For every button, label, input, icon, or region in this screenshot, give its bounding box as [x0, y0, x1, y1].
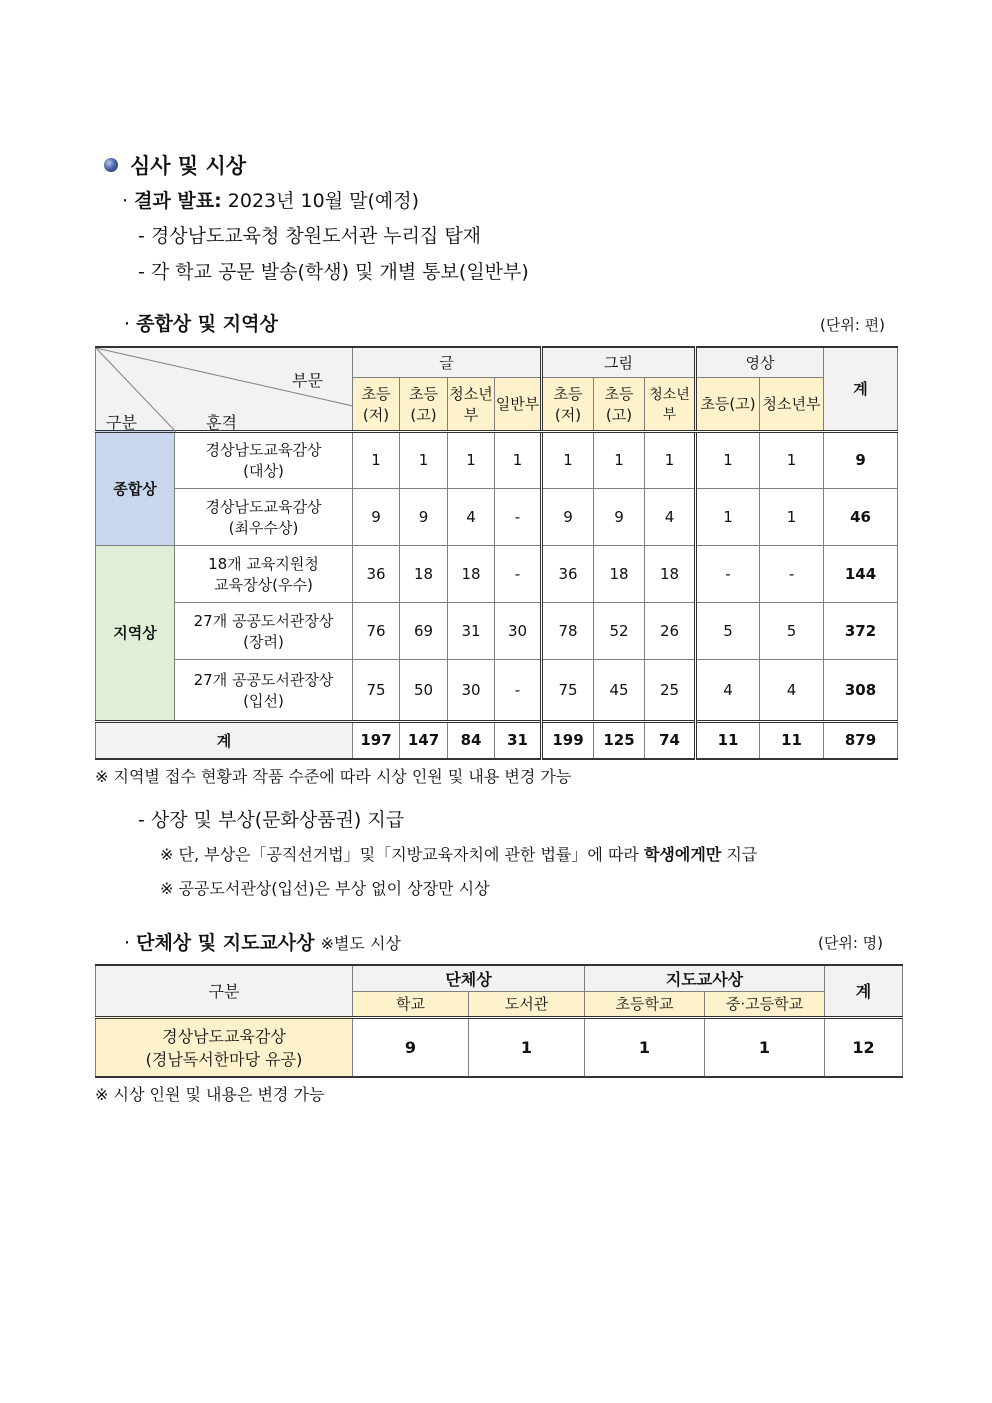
total-header: 계 [824, 347, 898, 431]
result-sub-2: - 각 학교 공문 발송(학생) 및 개별 통보(일반부) [138, 261, 529, 283]
value-cell: 1 [760, 488, 824, 545]
value-cell: 4 [760, 659, 824, 721]
value-cell: 4 [448, 488, 495, 545]
prize-note-2: ※ 공공도서관상(입선)은 부상 없이 상장만 시상 [160, 879, 490, 898]
value-cell: - [495, 659, 542, 721]
value-cell: 9 [400, 488, 448, 545]
section-title: 심사 및 시상 [104, 150, 246, 180]
value-cell: 78 [542, 602, 594, 659]
group-header-group-award: 단체상 [353, 965, 585, 991]
value-cell: 31 [448, 602, 495, 659]
total-cell: 9 [824, 431, 898, 488]
total-cell: 372 [824, 602, 898, 659]
value-cell: 9 [542, 488, 594, 545]
table-row [96, 545, 898, 602]
corner-header [96, 347, 353, 431]
value-cell: 76 [353, 602, 400, 659]
sub-header: 중·고등학교 [705, 991, 825, 1017]
bullet-ball-icon [104, 158, 118, 172]
prize-note-1: ※ 단, 부상은「공직선거법」및「지방교육자치에 관한 법률」에 따라 학생에게만 지급 [160, 845, 758, 864]
table-row [96, 488, 898, 545]
sum-cell: 125 [594, 721, 645, 759]
value-cell: 1 [400, 431, 448, 488]
value-cell: 25 [645, 659, 696, 721]
value-cell: 75 [353, 659, 400, 721]
total-cell: 308 [824, 659, 898, 721]
value-cell: 1 [696, 431, 760, 488]
total-header: 계 [825, 965, 903, 1017]
dot-bullet-icon: · [122, 190, 129, 212]
value-cell: 75 [542, 659, 594, 721]
value-cell: 30 [495, 602, 542, 659]
sub-header: 도서관 [469, 991, 585, 1017]
value-cell: - [495, 488, 542, 545]
value-cell: 26 [645, 602, 696, 659]
total-cell: 46 [824, 488, 898, 545]
award-cell: 27개 공공도서관장상 (입선) [175, 659, 353, 721]
value-cell: 52 [594, 602, 645, 659]
value-cell: - [760, 545, 824, 602]
award-cell: 18개 교육지원청 교육장상(우수) [175, 545, 353, 602]
sub-header: 초등(고) [696, 377, 760, 431]
value-cell: 1 [760, 431, 824, 488]
value-cell: 1 [594, 431, 645, 488]
dot-bullet-icon: · [124, 313, 131, 335]
sub-header: 학교 [353, 991, 469, 1017]
corner-top-label: 부문 [292, 371, 323, 390]
value-cell: 18 [645, 545, 696, 602]
value-cell: 1 [495, 431, 542, 488]
award-cell: 경상남도교육감상 (최우수상) [175, 488, 353, 545]
awards-table [95, 346, 898, 760]
award-cell: 경상남도교육감상 (경남독서한마당 유공) [96, 1017, 353, 1077]
category-cell: 지역상 [96, 545, 175, 721]
sub-header: 청소년부 [760, 377, 824, 431]
sum-cell: 74 [645, 721, 696, 759]
value-cell: 69 [400, 602, 448, 659]
value-cell: 45 [594, 659, 645, 721]
value-cell: 36 [353, 545, 400, 602]
table-row [96, 602, 898, 659]
value-cell: 18 [400, 545, 448, 602]
award-cell: 경상남도교육감상 (대상) [175, 431, 353, 488]
value-cell: 1 [705, 1017, 825, 1077]
sub-header: 청소년부 [645, 377, 696, 431]
value-cell: - [696, 545, 760, 602]
corner-mid-label: 훈격 [206, 413, 237, 432]
sum-row [96, 721, 898, 759]
table2-note: ※ 시상 인원 및 내용은 변경 가능 [95, 1085, 325, 1104]
value-cell: 4 [645, 488, 696, 545]
sum-cell: 147 [400, 721, 448, 759]
total-cell: 144 [824, 545, 898, 602]
value-cell: 36 [542, 545, 594, 602]
table2-heading: · 단체상 및 지도교사상 ※별도 시상 [124, 932, 401, 954]
sub-header: 초등 (저) [542, 377, 594, 431]
sum-total-cell: 879 [824, 721, 898, 759]
value-cell: 5 [696, 602, 760, 659]
sum-label: 계 [96, 721, 353, 759]
value-cell: 30 [448, 659, 495, 721]
sum-cell: 199 [542, 721, 594, 759]
group-awards-table [95, 964, 903, 1078]
sub-header: 초등 (고) [594, 377, 645, 431]
sub-header: 초등 (저) [353, 377, 400, 431]
value-cell: 1 [353, 431, 400, 488]
value-cell: 1 [585, 1017, 705, 1077]
total-cell: 12 [825, 1017, 903, 1077]
sum-cell: 84 [448, 721, 495, 759]
prize-line: - 상장 및 부상(문화상품권) 지급 [138, 809, 405, 831]
group-header-text: 글 [353, 347, 542, 377]
value-cell: 9 [353, 488, 400, 545]
group-header-video: 영상 [696, 347, 824, 377]
value-cell: 18 [594, 545, 645, 602]
value-cell: 9 [594, 488, 645, 545]
table1-heading: · 종합상 및 지역상 [124, 313, 278, 335]
value-cell: 5 [760, 602, 824, 659]
sub-header: 청소년 부 [448, 377, 495, 431]
table1-note: ※ 지역별 접수 현황과 작품 수준에 따라 시상 인원 및 내용 변경 가능 [95, 767, 572, 786]
value-cell: 1 [696, 488, 760, 545]
table2-unit: (단위: 명) [818, 934, 883, 952]
sum-cell: 11 [696, 721, 760, 759]
value-cell: 1 [448, 431, 495, 488]
table-row [96, 431, 898, 488]
sum-cell: 31 [495, 721, 542, 759]
sum-cell: 11 [760, 721, 824, 759]
sub-header: 초등 (고) [400, 377, 448, 431]
value-cell: 9 [353, 1017, 469, 1077]
value-cell: 18 [448, 545, 495, 602]
category-header: 구분 [96, 965, 353, 1017]
value-cell: 4 [696, 659, 760, 721]
group-header-teacher-award: 지도교사상 [585, 965, 825, 991]
value-cell: 50 [400, 659, 448, 721]
group-header-drawing: 그림 [542, 347, 696, 377]
sub-header: 초등학교 [585, 991, 705, 1017]
dot-bullet-icon: · [124, 932, 131, 954]
table1-unit: (단위: 편) [820, 316, 885, 334]
table-row [96, 1017, 903, 1077]
table-row [96, 659, 898, 721]
sub-header: 일반부 [495, 377, 542, 431]
corner-left-label: 구분 [106, 413, 137, 432]
value-cell: - [495, 545, 542, 602]
value-cell: 1 [469, 1017, 585, 1077]
value-cell: 1 [645, 431, 696, 488]
sum-cell: 197 [353, 721, 400, 759]
category-cell: 종합상 [96, 431, 175, 545]
value-cell: 1 [542, 431, 594, 488]
result-sub-1: - 경상남도교육청 창원도서관 누리집 탑재 [138, 225, 482, 247]
result-announcement: · 결과 발표: 2023년 10월 말(예정) [122, 190, 419, 212]
award-cell: 27개 공공도서관장상 (장려) [175, 602, 353, 659]
